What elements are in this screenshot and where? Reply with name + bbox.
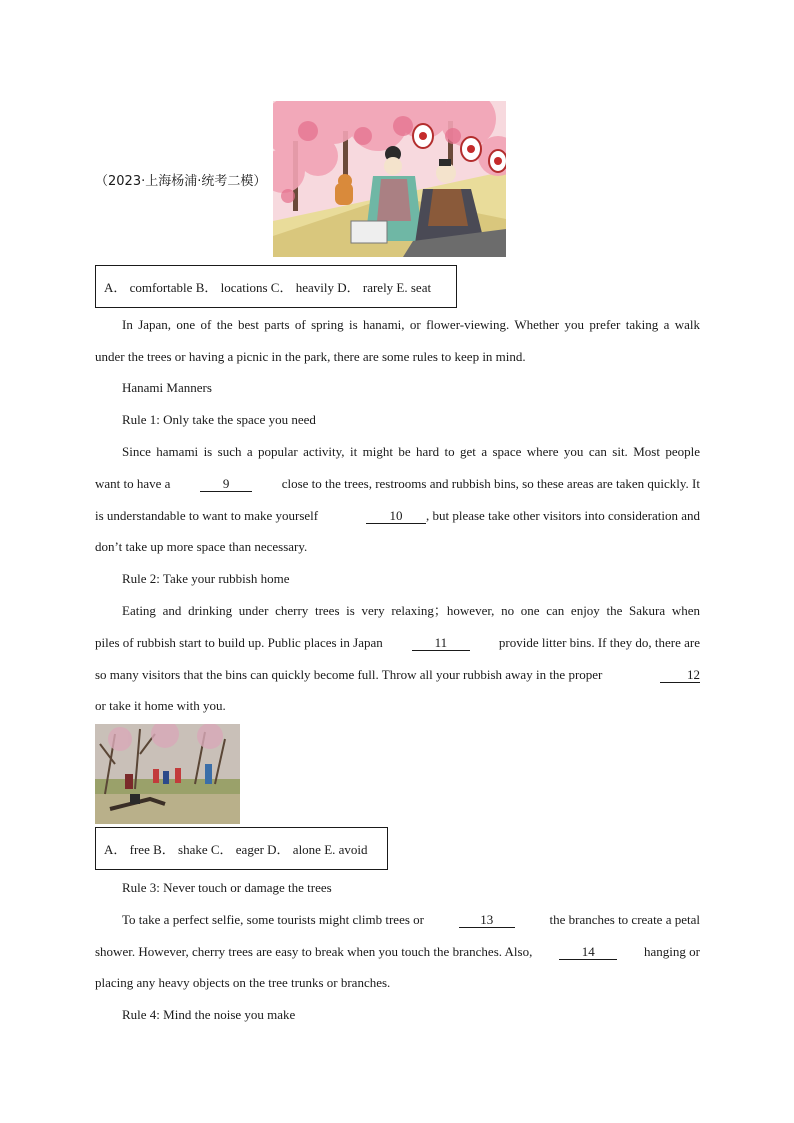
- exam-source: （2023·上海杨浦·统考二模）: [95, 174, 267, 189]
- rule-2-line-2: [95, 627, 700, 659]
- rule-2-line-3a: so many visitors that the bins can quickly become full. Throw all your rubbish away in the proper: [95, 667, 603, 682]
- intro-line-2: under the trees or having a picnic in the park, there are some rules to keep in mind.: [95, 349, 526, 364]
- hanami-illustration: [273, 101, 506, 257]
- word-bank-2: A． free B． shake C． eager D． alone E. avoid: [95, 827, 388, 870]
- section-heading: Hanami Manners: [122, 380, 212, 395]
- rule-1-title: Rule 1: Only take the space you need: [122, 412, 316, 427]
- rule-1-line-2a: want to have a: [95, 476, 171, 491]
- word-bank-1: A． comfortable B． locations C． heavily D． rarely E. seat: [95, 265, 457, 308]
- rule-1-line-1: Since hamami is such a popular activity, it might be hard to get a space where you can sit. Most people: [122, 444, 700, 459]
- rule-2-line-1: Eating and drinking under cherry trees is very relaxing；however, no one can enjoy the Sakura when: [122, 603, 700, 618]
- rule-1-line-3a: is understandable to want to make yourself: [95, 508, 319, 523]
- blank-11[interactable]: 11: [412, 635, 470, 651]
- rule-1-line-3: [95, 500, 700, 532]
- rule-2-line-3: [95, 659, 700, 691]
- rule-3-line-1: [122, 904, 700, 936]
- rule-3-line-2b: hanging or: [644, 944, 700, 959]
- rule-2-title: Rule 2: Take your rubbish home: [122, 571, 290, 586]
- rule-1-line-3b: , but please take other visitors into consideration and: [425, 508, 700, 523]
- intro-line-1: In Japan, one of the best parts of spring is hanami, or flower-viewing. Whether you prefer taking a walk: [122, 317, 700, 332]
- rule-2-line-4: or take it home with you.: [95, 698, 226, 713]
- rule-1-line-2b: close to the trees, restrooms and rubbish bins, so these areas are taken quickly. It: [281, 476, 700, 491]
- rule-1-line-2: [95, 468, 700, 500]
- rule-4-title: Rule 4: Mind the noise you make: [122, 1007, 296, 1022]
- park-photo: [95, 724, 240, 824]
- rule-3-line-2a: shower. However, cherry trees are easy to break when you touch the branches. Also,: [95, 944, 533, 959]
- rule-1-line-4: don’t take up more space than necessary.: [95, 539, 308, 554]
- rule-3-line-1a: To take a perfect selfie, some tourists might climb trees or: [122, 912, 424, 927]
- rule-3-line-3: placing any heavy objects on the tree trunks or branches.: [95, 975, 391, 990]
- blank-13[interactable]: 13: [459, 912, 515, 928]
- rule-2-line-2b: provide litter bins. If they do, there are: [498, 635, 700, 650]
- rule-3-line-1b: the branches to create a petal: [549, 912, 700, 927]
- blank-12[interactable]: 12: [660, 667, 700, 683]
- blank-9[interactable]: 9: [200, 476, 252, 492]
- blank-14[interactable]: 14: [559, 944, 617, 960]
- rule-2-line-2a: piles of rubbish start to build up. Public places in Japan: [95, 635, 383, 650]
- rule-3-line-2: [95, 936, 700, 968]
- blank-10[interactable]: 10: [366, 508, 426, 524]
- rule-3-title: Rule 3: Never touch or damage the trees: [122, 880, 332, 895]
